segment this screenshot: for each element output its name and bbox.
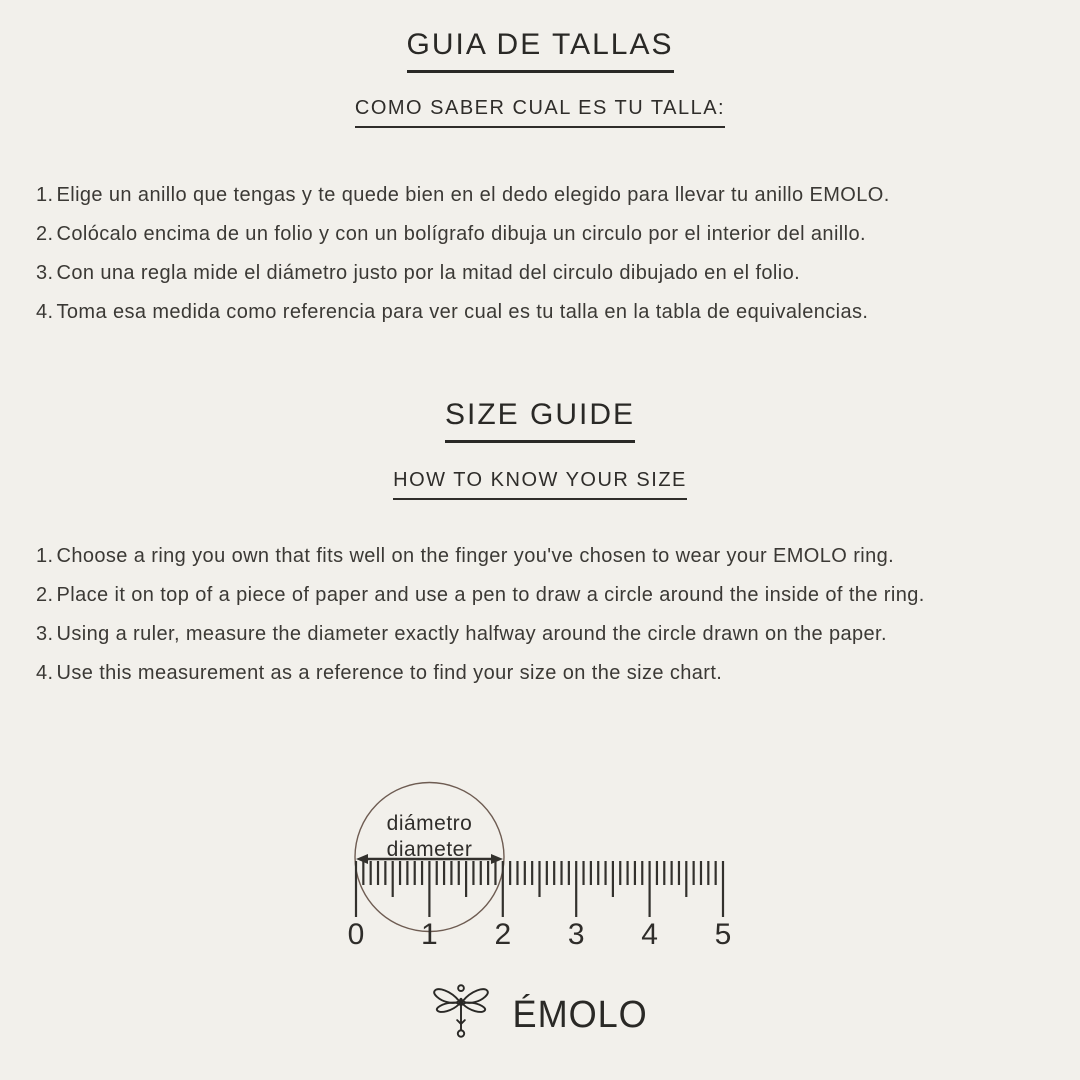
step-text: Colócalo encima de un folio y con un bolígrafo dibuja un circulo por el interior del anillo.: [56, 223, 866, 245]
ruler-ticks: [356, 861, 723, 917]
step-text: Con una regla mide el diámetro justo por la mitad del circulo dibujado en el folio.: [56, 262, 801, 284]
step-es-2: [36, 215, 1080, 254]
step-en-1: [36, 537, 1080, 576]
subtitle-es-text: COMO SABER CUAL ES TU TALLA:: [355, 97, 725, 128]
step-text: Elige un anillo que tengas y te quede bien en el dedo elegido para llevar tu anillo EMOLO.: [56, 184, 890, 206]
ruler-illustration: [330, 778, 750, 968]
ruler-number: 3: [567, 918, 585, 951]
ruler-number: 1: [421, 918, 438, 951]
step-en-4: [36, 654, 1080, 693]
subtitle-en-text: HOW TO KNOW YOUR SIZE: [393, 469, 687, 500]
diameter-label-en: diameter: [386, 838, 473, 861]
step-es-1: [36, 176, 1080, 215]
step-es-4: [36, 293, 1080, 332]
step-text: Using a ruler, measure the diameter exactly halfway around the circle drawn on the paper.: [56, 623, 887, 645]
ruler-number: 0: [347, 918, 365, 951]
step-number: 4.: [36, 301, 54, 323]
step-es-3: [36, 254, 1080, 293]
step-text: Use this measurement as a reference to find your size on the size chart.: [56, 662, 723, 684]
step-text: Choose a ring you own that fits well on the finger you've chosen to wear your EMOLO ring.: [56, 545, 895, 567]
step-en-2: [36, 576, 1080, 615]
title-en-text: SIZE GUIDE: [445, 398, 635, 443]
subtitle-en: [0, 469, 1080, 500]
step-text: Place it on top of a piece of paper and use a pen to draw a circle around the inside of the ring.: [56, 584, 925, 606]
brand-logo: [0, 983, 1080, 1047]
steps-en: [0, 537, 1080, 693]
step-number: 4.: [36, 662, 54, 684]
step-number: 3.: [36, 262, 54, 284]
step-number: 3.: [36, 623, 54, 645]
step-number: 1.: [36, 545, 54, 567]
title-es: [0, 28, 1080, 73]
title-es-text: GUIA DE TALLAS: [407, 28, 674, 73]
subtitle-es: [0, 97, 1080, 128]
title-en: [0, 398, 1080, 443]
dragonfly-icon: [429, 983, 493, 1047]
steps-es: [0, 176, 1080, 332]
ruler-numbers: [348, 918, 732, 951]
ruler-number: 2: [494, 918, 512, 951]
step-en-3: [36, 615, 1080, 654]
ruler-number: 5: [714, 918, 732, 951]
ruler-number: 4: [641, 918, 658, 951]
brand-name: ÉMOLO: [512, 993, 648, 1036]
step-number: 2.: [36, 223, 54, 245]
ruler-diagram: [330, 778, 750, 968]
step-number: 2.: [36, 584, 54, 606]
diameter-label-es: diámetro: [386, 812, 473, 835]
step-number: 1.: [36, 184, 54, 206]
step-text: Toma esa medida como referencia para ver cual es tu talla en la tabla de equivalencias.: [56, 301, 869, 323]
